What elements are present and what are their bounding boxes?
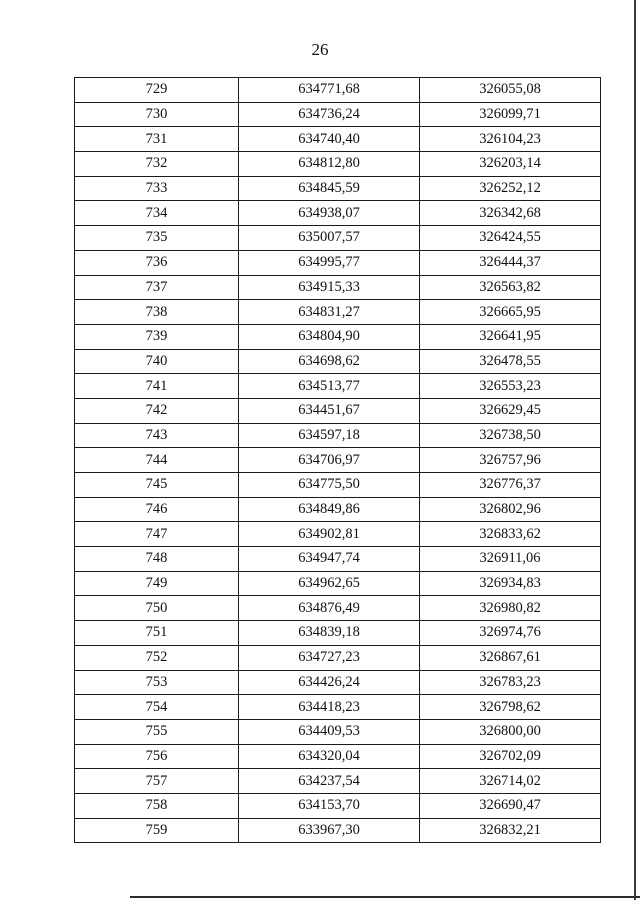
table-row bbox=[75, 695, 601, 720]
point-number-cell: 750 bbox=[75, 596, 239, 621]
point-number-cell: 736 bbox=[75, 250, 239, 275]
x-coordinate-cell: 634740,40 bbox=[239, 127, 420, 152]
point-number-cell: 734 bbox=[75, 201, 239, 226]
point-number-cell: 752 bbox=[75, 645, 239, 670]
point-number-cell: 756 bbox=[75, 744, 239, 769]
table-row bbox=[75, 398, 601, 423]
coordinates-table bbox=[74, 77, 601, 843]
point-number-cell: 744 bbox=[75, 448, 239, 473]
x-coordinate-cell: 634812,80 bbox=[239, 152, 420, 177]
x-coordinate-cell: 634153,70 bbox=[239, 793, 420, 818]
scan-edge-right bbox=[634, 0, 636, 900]
table-row bbox=[75, 127, 601, 152]
table-row bbox=[75, 152, 601, 177]
point-number-cell: 743 bbox=[75, 423, 239, 448]
page-number: 26 bbox=[311, 40, 329, 59]
table-row bbox=[75, 300, 601, 325]
table-row bbox=[75, 201, 601, 226]
point-number-cell: 739 bbox=[75, 324, 239, 349]
point-number-cell: 741 bbox=[75, 374, 239, 399]
y-coordinate-cell: 326099,71 bbox=[420, 102, 601, 127]
point-number-cell: 759 bbox=[75, 818, 239, 843]
point-number-cell: 733 bbox=[75, 176, 239, 201]
x-coordinate-cell: 634831,27 bbox=[239, 300, 420, 325]
table-row bbox=[75, 78, 601, 103]
x-coordinate-cell: 634513,77 bbox=[239, 374, 420, 399]
y-coordinate-cell: 326563,82 bbox=[420, 275, 601, 300]
table-row bbox=[75, 793, 601, 818]
table-row bbox=[75, 744, 601, 769]
point-number-cell: 757 bbox=[75, 769, 239, 794]
x-coordinate-cell: 634597,18 bbox=[239, 423, 420, 448]
y-coordinate-cell: 326776,37 bbox=[420, 473, 601, 498]
point-number-cell: 748 bbox=[75, 547, 239, 572]
table-row bbox=[75, 769, 601, 794]
y-coordinate-cell: 326800,00 bbox=[420, 719, 601, 744]
x-coordinate-cell: 634698,62 bbox=[239, 349, 420, 374]
x-coordinate-cell: 634845,59 bbox=[239, 176, 420, 201]
table-row bbox=[75, 226, 601, 251]
y-coordinate-cell: 326252,12 bbox=[420, 176, 601, 201]
x-coordinate-cell: 634804,90 bbox=[239, 324, 420, 349]
x-coordinate-cell: 634849,86 bbox=[239, 497, 420, 522]
x-coordinate-cell: 633967,30 bbox=[239, 818, 420, 843]
y-coordinate-cell: 326911,06 bbox=[420, 547, 601, 572]
table-row bbox=[75, 670, 601, 695]
scan-edge-bottom bbox=[130, 896, 640, 898]
x-coordinate-cell: 634902,81 bbox=[239, 522, 420, 547]
y-coordinate-cell: 326702,09 bbox=[420, 744, 601, 769]
x-coordinate-cell: 634915,33 bbox=[239, 275, 420, 300]
point-number-cell: 740 bbox=[75, 349, 239, 374]
table-row bbox=[75, 176, 601, 201]
x-coordinate-cell: 634706,97 bbox=[239, 448, 420, 473]
y-coordinate-cell: 326478,55 bbox=[420, 349, 601, 374]
coordinates-table-body bbox=[75, 78, 601, 843]
y-coordinate-cell: 326798,62 bbox=[420, 695, 601, 720]
y-coordinate-cell: 326629,45 bbox=[420, 398, 601, 423]
y-coordinate-cell: 326832,21 bbox=[420, 818, 601, 843]
x-coordinate-cell: 634426,24 bbox=[239, 670, 420, 695]
x-coordinate-cell: 634736,24 bbox=[239, 102, 420, 127]
x-coordinate-cell: 634938,07 bbox=[239, 201, 420, 226]
y-coordinate-cell: 326867,61 bbox=[420, 645, 601, 670]
x-coordinate-cell: 634237,54 bbox=[239, 769, 420, 794]
x-coordinate-cell: 634409,53 bbox=[239, 719, 420, 744]
table-row bbox=[75, 448, 601, 473]
table-row bbox=[75, 621, 601, 646]
table-row bbox=[75, 250, 601, 275]
y-coordinate-cell: 326802,96 bbox=[420, 497, 601, 522]
table-row bbox=[75, 473, 601, 498]
y-coordinate-cell: 326665,95 bbox=[420, 300, 601, 325]
y-coordinate-cell: 326342,68 bbox=[420, 201, 601, 226]
x-coordinate-cell: 634771,68 bbox=[239, 78, 420, 103]
y-coordinate-cell: 326444,37 bbox=[420, 250, 601, 275]
table-row bbox=[75, 645, 601, 670]
x-coordinate-cell: 634876,49 bbox=[239, 596, 420, 621]
point-number-cell: 735 bbox=[75, 226, 239, 251]
point-number-cell: 747 bbox=[75, 522, 239, 547]
point-number-cell: 729 bbox=[75, 78, 239, 103]
point-number-cell: 758 bbox=[75, 793, 239, 818]
x-coordinate-cell: 634775,50 bbox=[239, 473, 420, 498]
point-number-cell: 731 bbox=[75, 127, 239, 152]
point-number-cell: 742 bbox=[75, 398, 239, 423]
y-coordinate-cell: 326641,95 bbox=[420, 324, 601, 349]
point-number-cell: 751 bbox=[75, 621, 239, 646]
table-row bbox=[75, 719, 601, 744]
y-coordinate-cell: 326738,50 bbox=[420, 423, 601, 448]
table-row bbox=[75, 818, 601, 843]
x-coordinate-cell: 635007,57 bbox=[239, 226, 420, 251]
x-coordinate-cell: 634947,74 bbox=[239, 547, 420, 572]
y-coordinate-cell: 326690,47 bbox=[420, 793, 601, 818]
y-coordinate-cell: 326757,96 bbox=[420, 448, 601, 473]
point-number-cell: 746 bbox=[75, 497, 239, 522]
y-coordinate-cell: 326974,76 bbox=[420, 621, 601, 646]
table-row bbox=[75, 571, 601, 596]
point-number-cell: 730 bbox=[75, 102, 239, 127]
table-row bbox=[75, 349, 601, 374]
point-number-cell: 749 bbox=[75, 571, 239, 596]
y-coordinate-cell: 326104,23 bbox=[420, 127, 601, 152]
y-coordinate-cell: 326980,82 bbox=[420, 596, 601, 621]
point-number-cell: 738 bbox=[75, 300, 239, 325]
x-coordinate-cell: 634962,65 bbox=[239, 571, 420, 596]
y-coordinate-cell: 326934,83 bbox=[420, 571, 601, 596]
table-row bbox=[75, 324, 601, 349]
y-coordinate-cell: 326203,14 bbox=[420, 152, 601, 177]
point-number-cell: 753 bbox=[75, 670, 239, 695]
point-number-cell: 737 bbox=[75, 275, 239, 300]
x-coordinate-cell: 634320,04 bbox=[239, 744, 420, 769]
x-coordinate-cell: 634839,18 bbox=[239, 621, 420, 646]
y-coordinate-cell: 326424,55 bbox=[420, 226, 601, 251]
table-row bbox=[75, 374, 601, 399]
y-coordinate-cell: 326553,23 bbox=[420, 374, 601, 399]
point-number-cell: 754 bbox=[75, 695, 239, 720]
table-row bbox=[75, 275, 601, 300]
x-coordinate-cell: 634995,77 bbox=[239, 250, 420, 275]
y-coordinate-cell: 326783,23 bbox=[420, 670, 601, 695]
point-number-cell: 755 bbox=[75, 719, 239, 744]
table-row bbox=[75, 497, 601, 522]
x-coordinate-cell: 634727,23 bbox=[239, 645, 420, 670]
table-row bbox=[75, 547, 601, 572]
table-row bbox=[75, 596, 601, 621]
x-coordinate-cell: 634451,67 bbox=[239, 398, 420, 423]
table-row bbox=[75, 423, 601, 448]
x-coordinate-cell: 634418,23 bbox=[239, 695, 420, 720]
y-coordinate-cell: 326714,02 bbox=[420, 769, 601, 794]
point-number-cell: 732 bbox=[75, 152, 239, 177]
y-coordinate-cell: 326833,62 bbox=[420, 522, 601, 547]
y-coordinate-cell: 326055,08 bbox=[420, 78, 601, 103]
table-row bbox=[75, 102, 601, 127]
table-row bbox=[75, 522, 601, 547]
point-number-cell: 745 bbox=[75, 473, 239, 498]
